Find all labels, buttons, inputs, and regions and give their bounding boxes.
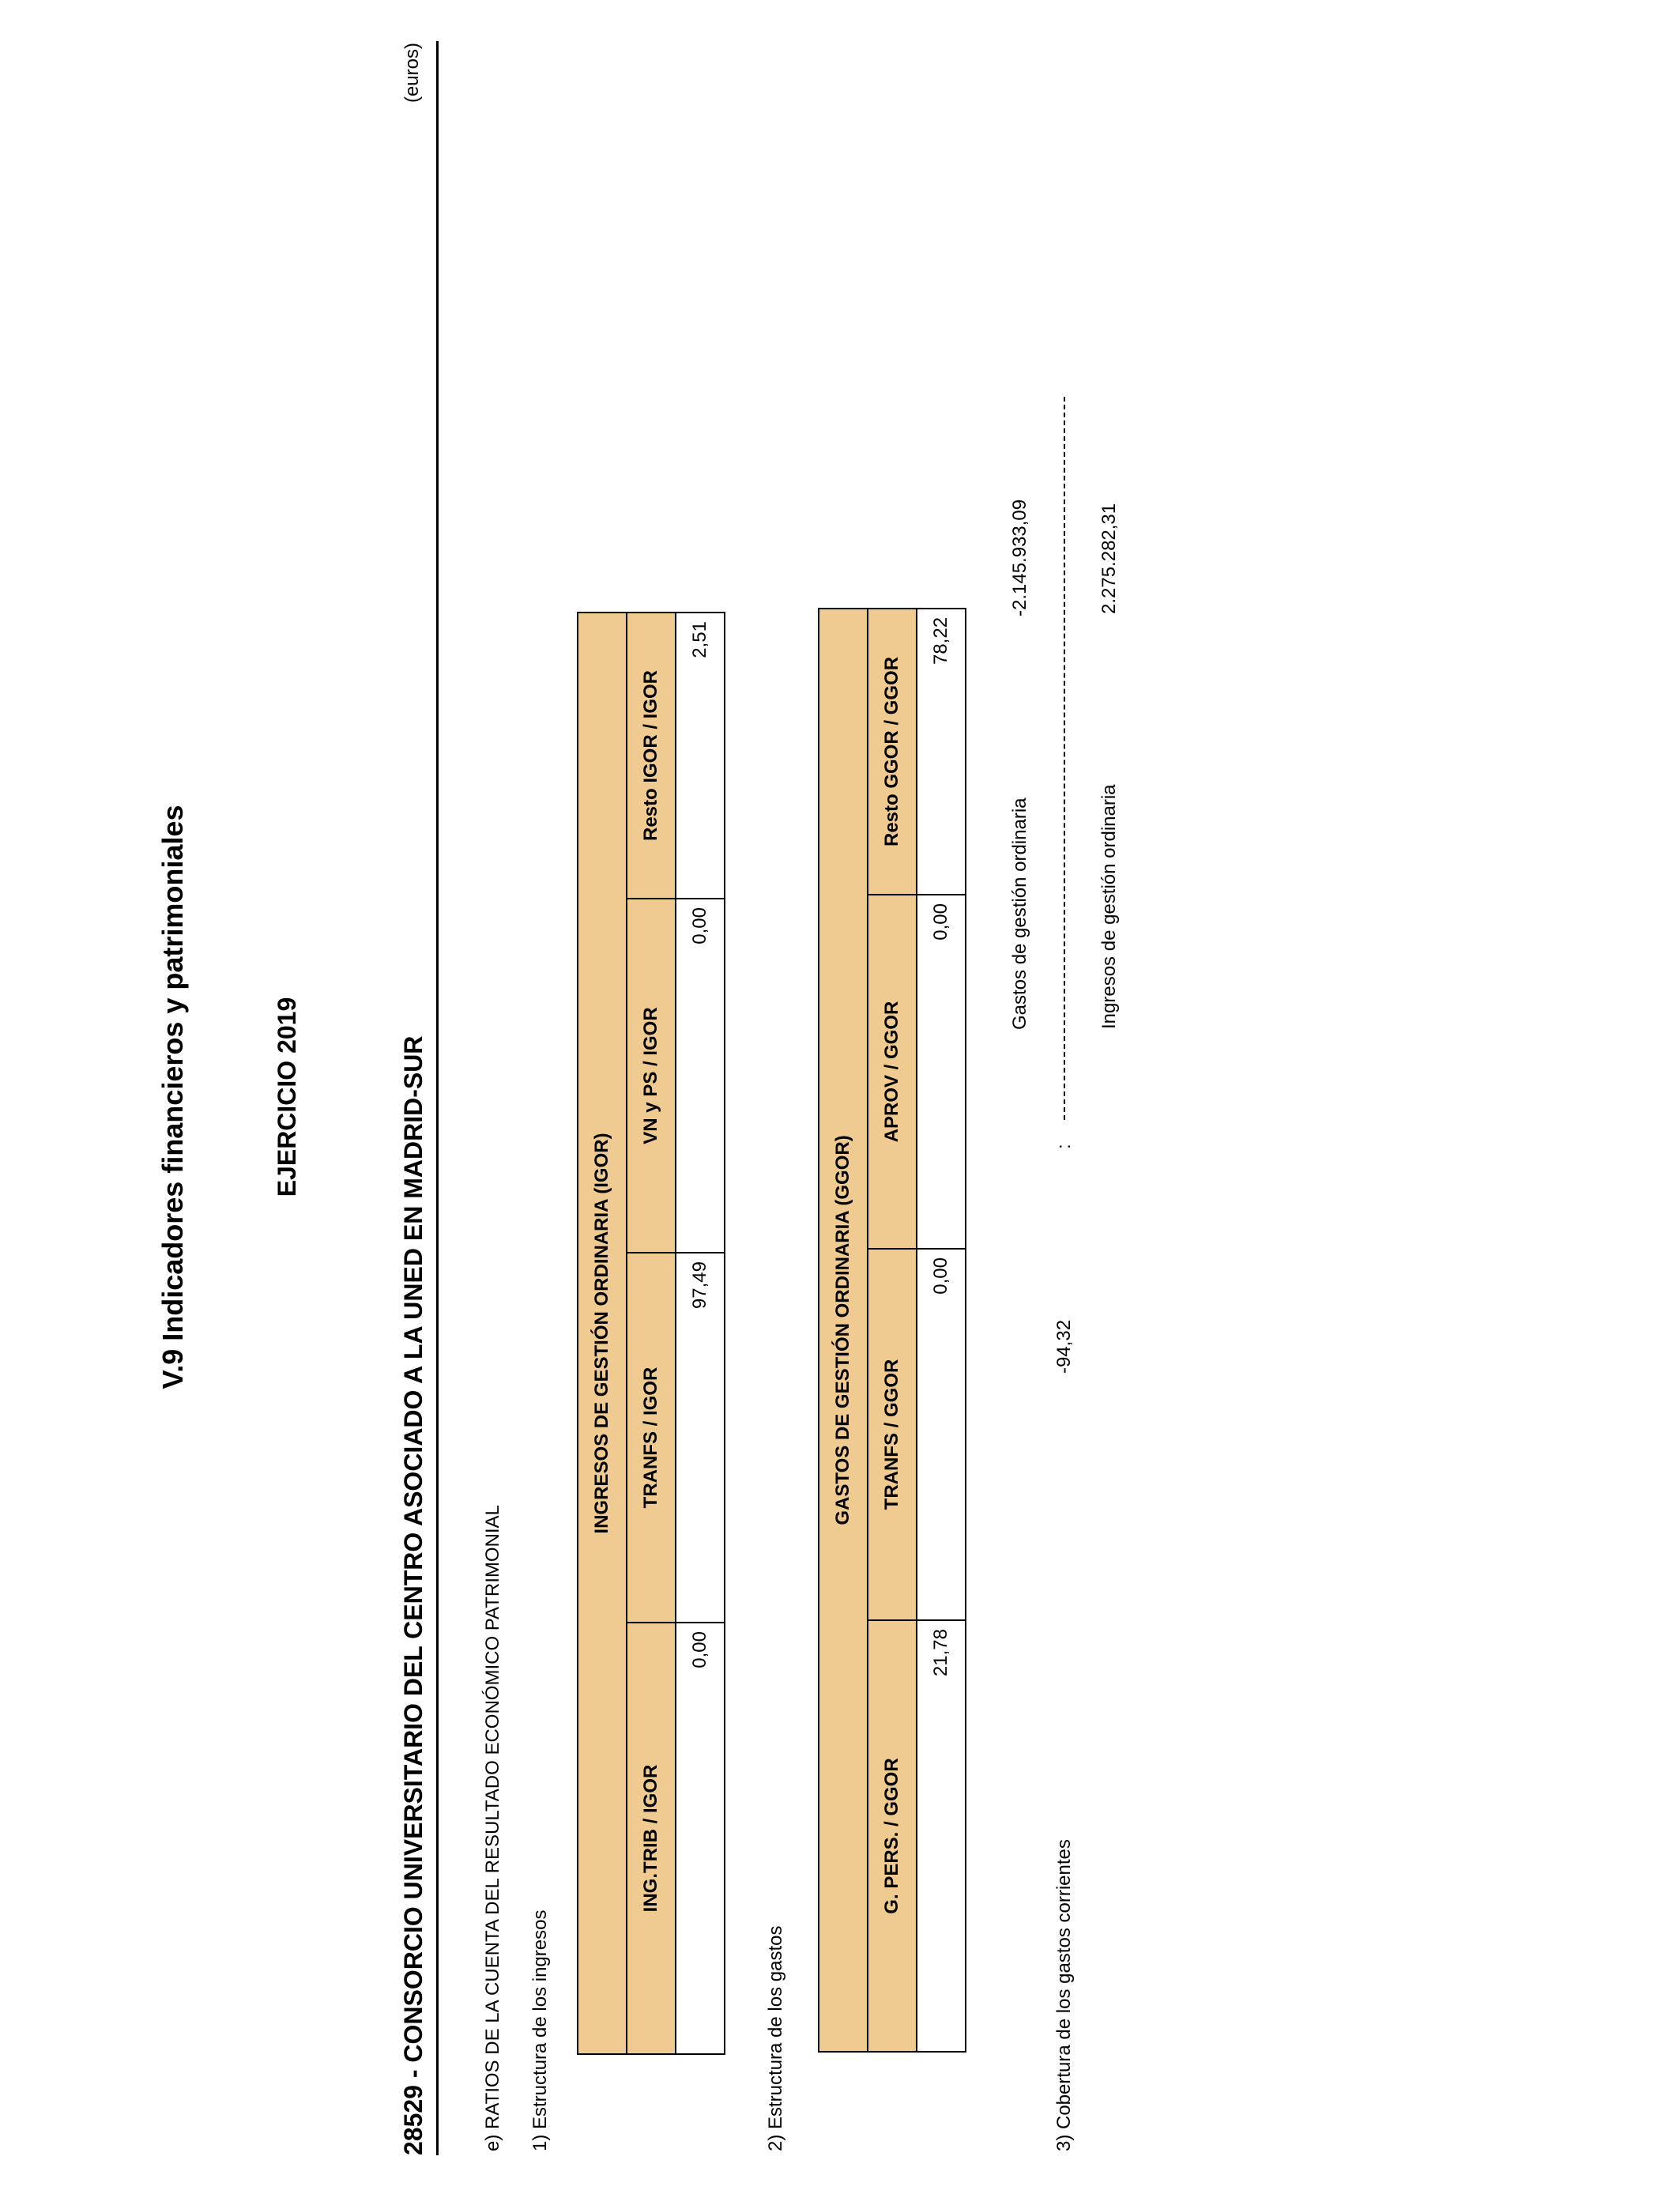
exercise-year: EJERCICIO 2019 [273,997,301,1197]
numerator-label: Gastos de gestión ordinaria [1009,797,1030,1030]
denominator-label: Ingresos de gestión ordinaria [1098,784,1120,1029]
cobertura-colon: : [1053,1144,1075,1149]
cobertura-value: -94,32 [1053,1319,1075,1374]
cobertura-label: 3) Cobertura de los gastos corrientes [1053,1839,1075,2151]
ingresos-group-header: INGRESOS DE GESTIÓN ORDINARIA (IGOR) [578,613,627,2054]
ingresos-value-ing-trib: 0,00 [676,1623,725,2054]
ingresos-table [577,612,725,2055]
gastos-value-resto: 78,22 [917,609,966,895]
gastos-value-tranfs: 0,00 [917,1249,966,1620]
numerator-value: -2.145.933,09 [1009,499,1030,616]
gastos-col-tranfs: TRANFS / GGOR [868,1249,917,1620]
ingresos-col-ing-trib: ING.TRIB / IGOR [627,1623,676,2054]
denominator-value: 2.275.282,31 [1098,503,1120,614]
ingresos-label: 1) Estructura de los ingresos [529,1909,551,2151]
currency-unit: (euros) [401,43,423,104]
gastos-value-g-pers: 21,78 [917,1620,966,2052]
ingresos-value-resto: 2,51 [676,613,725,899]
gastos-col-resto: Resto GGOR / GGOR [868,609,917,895]
ingresos-col-tranfs: TRANFS / IGOR [627,1253,676,1623]
entity-title: 28529 - CONSORCIO UNIVERSITARIO DEL CENTRO ASOCIADO A LA UNED EN MADRID-SUR [399,1035,428,2155]
gastos-col-g-pers: G. PERS. / GGOR [868,1620,917,2052]
gastos-table [818,608,966,2053]
gastos-label: 2) Estructura de los gastos [765,1925,786,2151]
section-title: e) RATIOS DE LA CUENTA DEL RESULTADO ECONÓMICO PATRIMONIAL [482,1505,503,2151]
ingresos-col-resto: Resto IGOR / IGOR [627,613,676,899]
ingresos-value-vn-ps: 0,00 [676,899,725,1253]
header-divider [436,41,439,2155]
report-title: V.9 Indicadores financieros y patrimoniales [156,805,189,1389]
fraction-line [1064,397,1065,1120]
ingresos-col-vn-ps: VN y PS / IGOR [627,899,676,1253]
ingresos-value-tranfs: 97,49 [676,1253,725,1623]
gastos-value-aprov: 0,00 [917,895,966,1249]
gastos-col-aprov: APROV / GGOR [868,895,917,1249]
gastos-group-header: GASTOS DE GESTIÓN ORDINARIA (GGOR) [819,609,868,2052]
